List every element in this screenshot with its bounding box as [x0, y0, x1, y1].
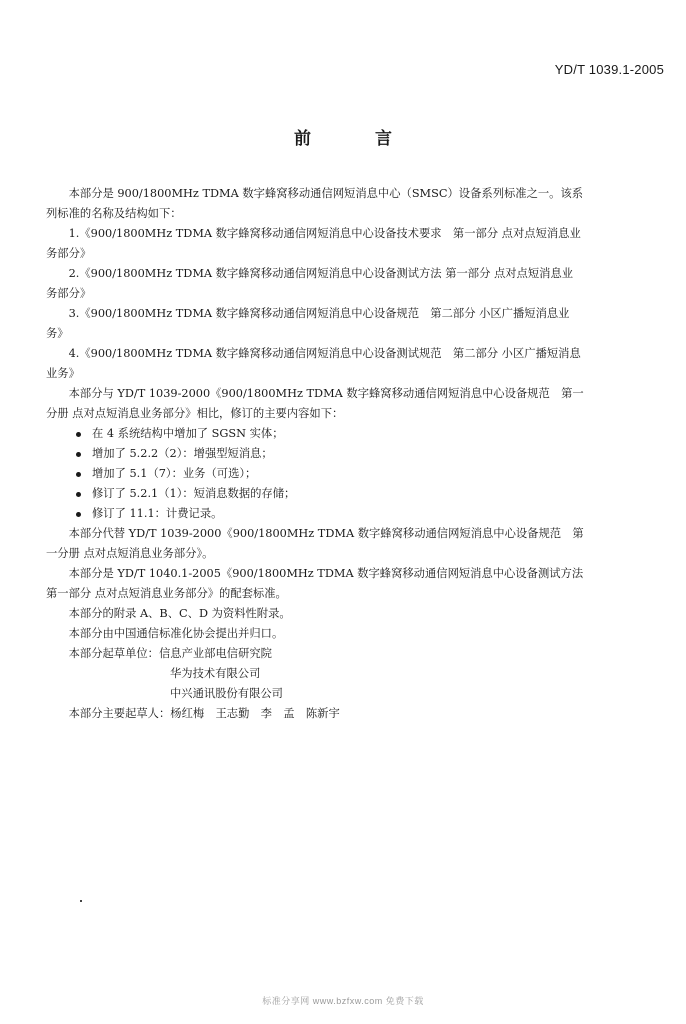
drafters-label: 本部分主要起草人：: [68, 707, 171, 720]
bullet-icon: [76, 492, 81, 497]
replaces-line-2: 一分册 点对点短消息业务部分》。: [46, 547, 214, 560]
drafting-units-label: 本部分起草单位：: [68, 647, 159, 660]
intro-line-2: 列标准的名称及结构如下：: [46, 207, 182, 220]
series-item-1-line-2: 务部分》: [46, 247, 92, 260]
drafting-units: [46, 644, 668, 664]
series-item-3-line-2: 务》: [46, 327, 69, 340]
annex-note: 本部分的附录 A、B、C、D 为资料性附录。: [68, 607, 291, 620]
drafters: [46, 704, 668, 724]
series-item-1-line-1: 1.《900/1800MHz TDMA 数字蜂窝移动通信网短消息中心设备技术要求 第一部分 点对点短消息业: [68, 227, 581, 240]
change-item-3: [46, 464, 668, 484]
change-text: 修订了 5.2.1（1）：短消息数据的存储；: [92, 487, 296, 500]
change-text: 修订了 11.1：计费记录。: [92, 507, 223, 520]
series-item-3-line-1: 3.《900/1800MHz TDMA 数字蜂窝移动通信网短消息中心设备规范 第二部分 小区广播短消息业: [68, 307, 570, 320]
drafting-unit-1: 信息产业部电信研究院: [158, 647, 272, 660]
change-item-4: [46, 484, 668, 504]
page-title: [0, 124, 686, 149]
bullet-icon: [76, 472, 81, 477]
title-char-2: 言: [375, 129, 392, 149]
bullet-icon: [76, 512, 81, 517]
series-item-4-line-2: 业务》: [46, 367, 80, 380]
revision-line-1: 本部分与 YD/T 1039-2000《900/1800MHz TDMA 数字蜂窝移动通信网短消息中心设备规范 第一: [68, 387, 584, 400]
change-item-2: [46, 444, 668, 464]
series-item-4-line-1: 4.《900/1800MHz TDMA 数字蜂窝移动通信网短消息中心设备测试规范 第二部分 小区广播短消息: [68, 347, 581, 360]
intro-line-1: 本部分是 900/1800MHz TDMA 数字蜂窝移动通信网短消息中心（SMSC）设备系列标准之一。该系: [68, 187, 584, 200]
companion-line-1: 本部分是 YD/T 1040.1-2005《900/1800MHz TDMA 数字蜂窝移动通信网短消息中心设备测试方法: [68, 567, 584, 580]
title-char-1: 前: [294, 129, 311, 149]
change-text: 增加了 5.1（7）：业务（可选）；: [92, 467, 257, 480]
series-item-2-line-1: 2.《900/1800MHz TDMA 数字蜂窝移动通信网短消息中心设备测试方法 第一部分 点对点短消息业: [68, 267, 574, 280]
footer-watermark: 标准分享网 www.bzfxw.com 免费下载: [262, 996, 424, 1006]
series-item-2-line-2: 务部分》: [46, 287, 92, 300]
foreword-body: [46, 184, 668, 724]
change-item-5: [46, 504, 668, 524]
change-text: 增加了 5.2.2（2）：增强型短消息；: [92, 447, 273, 460]
drafting-unit-3: 中兴通讯股份有限公司: [170, 687, 283, 700]
companion-line-2: 第一部分 点对点短消息业务部分》的配套标准。: [46, 587, 287, 600]
drafters-names: 杨红梅 王志勤 李 孟 陈新宇: [170, 707, 340, 720]
standard-code: YD/T 1039.1-2005: [554, 62, 664, 77]
change-text: 在 4 系统结构中增加了 SGSN 实体；: [92, 427, 284, 440]
change-item-1: [46, 424, 668, 444]
replaces-line-1: 本部分代替 YD/T 1039-2000《900/1800MHz TDMA 数字蜂窝移动通信网短消息中心设备规范 第: [68, 527, 584, 540]
drafting-unit-2: 华为技术有限公司: [170, 667, 261, 680]
revision-line-2: 分册 点对点短消息业务部分》相比，修订的主要内容如下：: [46, 407, 344, 420]
proposer-note: 本部分由中国通信标准化协会提出并归口。: [68, 627, 284, 640]
scan-speck: [80, 900, 82, 902]
bullet-icon: [76, 452, 81, 457]
bullet-icon: [76, 432, 81, 437]
